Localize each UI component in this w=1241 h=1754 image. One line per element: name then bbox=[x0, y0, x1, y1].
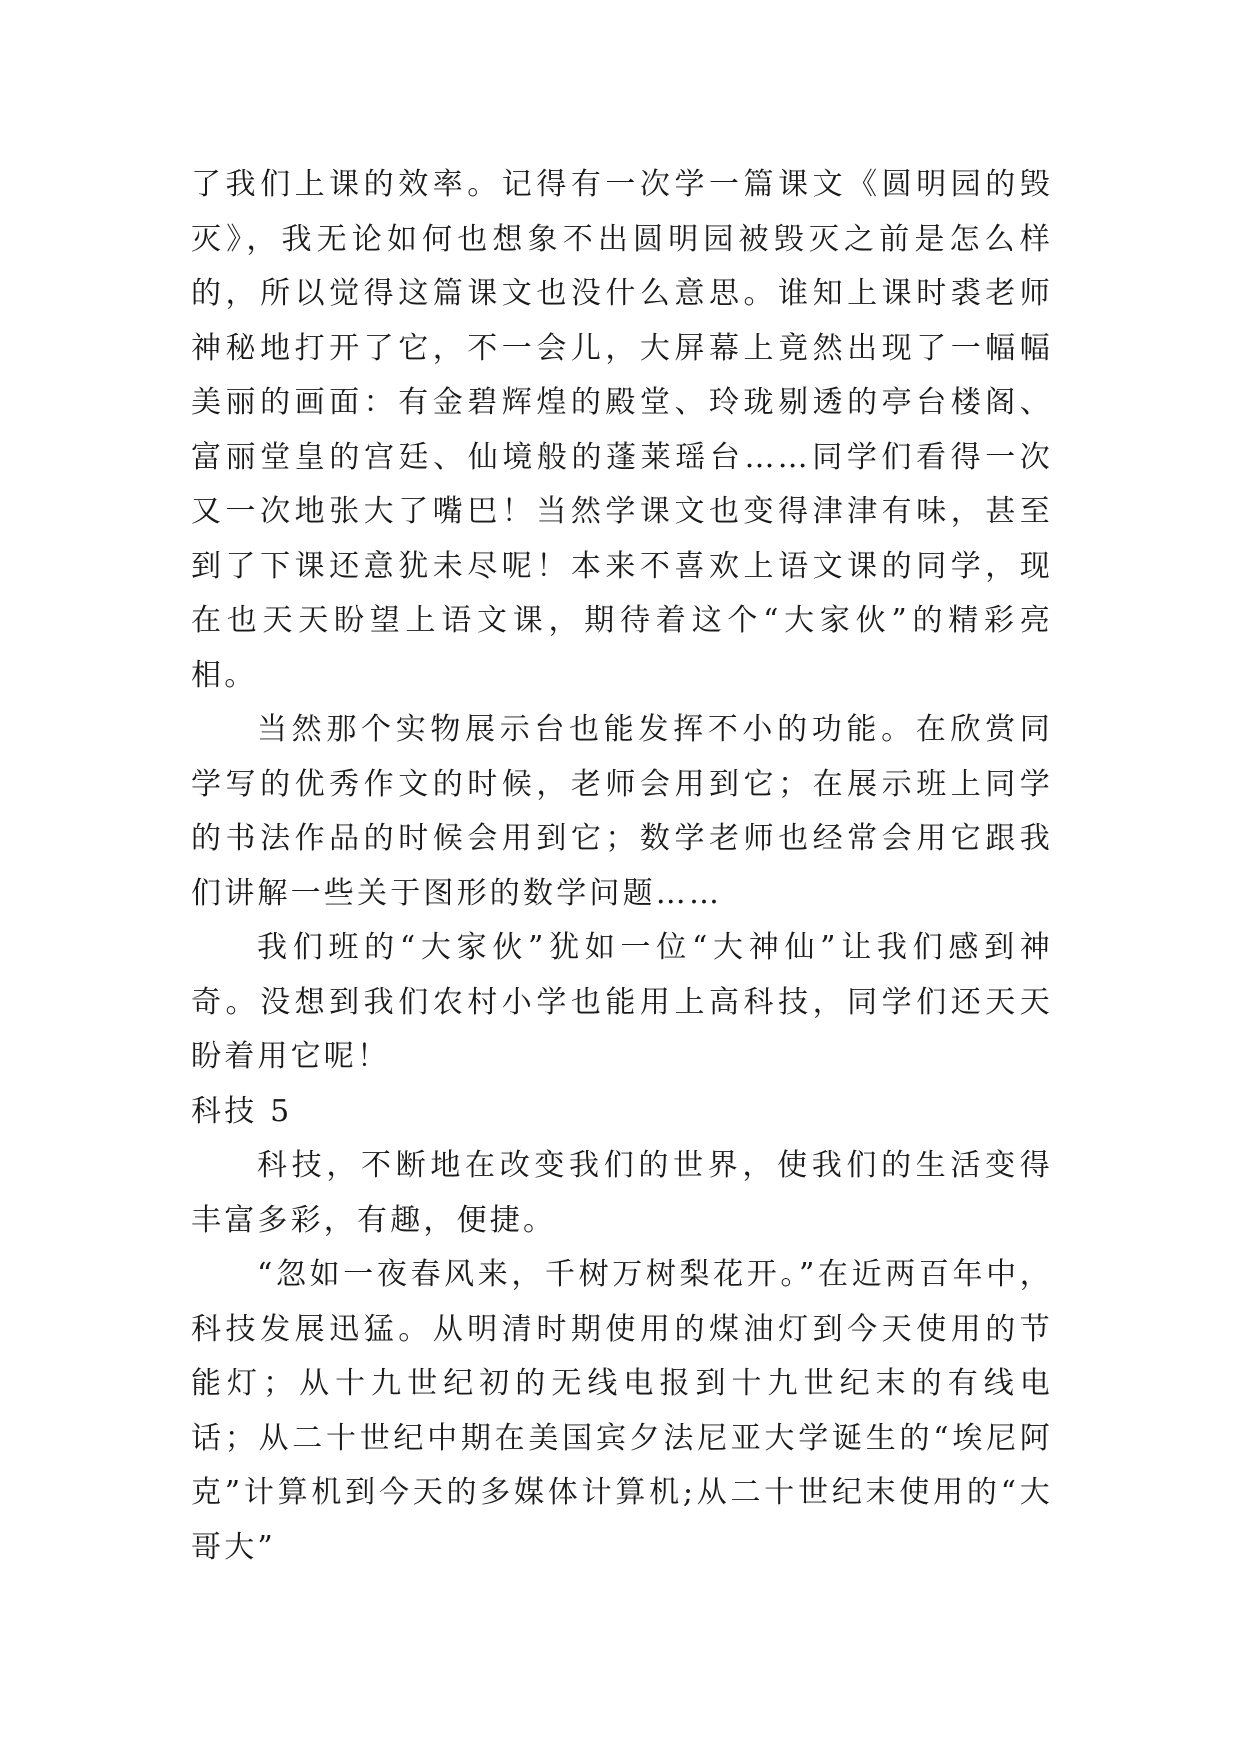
section-paragraph-2: “忽如一夜春风来，千树万树梨花开。”在近两百年中，科技发展迅猛。从明清时期使用的煤油灯到今天使用的节能灯；从十九世纪初的无线电报到十九世纪末的有线电话；从二十世纪中期在美国宾夕法尼亚大学诞生的“埃尼阿克”计算机到今天的多媒体计算机;从二十世纪末使用的“大哥大” bbox=[191, 1257, 1053, 1565]
paragraph-1: 了我们上课的效率。记得有一次学一篇课文《圆明园的毁灭》，我无论如何也想象不出圆明园被毁灭之前是怎么样的，所以觉得这篇课文也没什么意思。谁知上课时裘老师神秘地打开了它，不一会儿，大屏幕上竟然出现了一幅幅美丽的画面：有金碧辉煌的殿堂、玲珑剔透的亭台楼阁、富丽堂皇的宫廷、仙境般的蓬莱瑶台……同学们看得一次又一次地张大了嘴巴！当然学课文也变得津津有味，甚至到了下课还意犹未尽呢！本来不喜欢上语文课的同学，现在也天天盼望上语文课，期待着这个“大家伙”的精彩亮相。 bbox=[191, 167, 1053, 693]
section-title: 科技 5 bbox=[191, 1093, 293, 1129]
paragraph-3: 我们班的“大家伙”犹如一位“大神仙”让我们感到神奇。没想到我们农村小学也能用上高科技，同学们还天天盼着用它呢！ bbox=[191, 930, 1053, 1074]
paragraph-2: 当然那个实物展示台也能发挥不小的功能。在欣赏同学写的优秀作文的时候，老师会用到它；在展示班上同学的书法作品的时候会用到它；数学老师也经常会用它跟我们讲解一些关于图形的数学问题…… bbox=[191, 712, 1053, 911]
section-paragraph-1: 科技，不断地在改变我们的世界，使我们的生活变得丰富多彩，有趣，便捷。 bbox=[191, 1148, 1053, 1238]
document-page bbox=[191, 158, 1053, 1575]
